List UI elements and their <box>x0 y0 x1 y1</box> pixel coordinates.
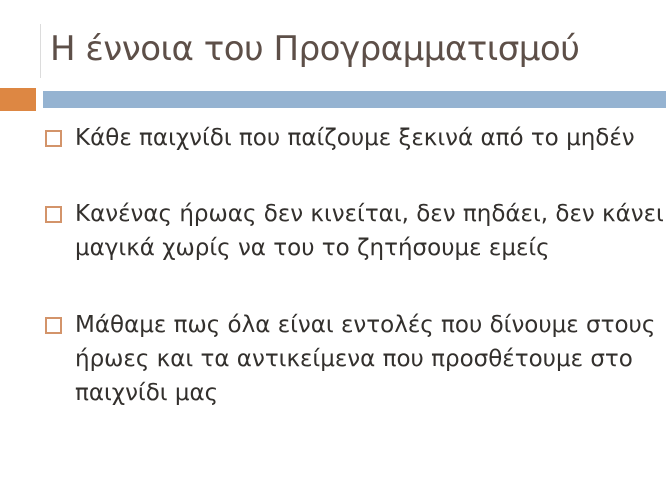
bullet-text <box>75 121 635 155</box>
bullet-line: παιχνίδι μας <box>75 380 219 406</box>
bullet-text <box>75 308 655 410</box>
bullet-line: ήρωες και τα αντικείμενα που προσθέτουμε στο <box>75 346 633 372</box>
square-bullet-icon <box>45 130 62 147</box>
title-accent-orange-block <box>0 88 36 111</box>
slide-title: Η έννοια του Προγραμματισμού <box>50 29 580 69</box>
bullet-line: μαγικά χωρίς να του το ζητήσουμε εμείς <box>75 235 550 261</box>
bullet-text <box>75 197 664 265</box>
square-bullet-icon <box>45 317 62 334</box>
bullet-item <box>45 121 635 155</box>
bullet-item <box>45 197 664 265</box>
bullet-line: Κανένας ήρωας δεν κινείται, δεν πηδάει, δεν κάνει <box>75 201 664 227</box>
bullet-item <box>45 308 655 410</box>
title-left-rule <box>40 24 41 78</box>
square-bullet-icon <box>45 206 62 223</box>
bullet-line: Μάθαμε πως όλα είναι εντολές που δίνουμε στους <box>75 312 656 338</box>
bullet-line: Κάθε παιχνίδι που παίζουμε ξεκινά από το μηδέν <box>75 125 635 151</box>
title-accent-blue-bar <box>43 91 666 108</box>
